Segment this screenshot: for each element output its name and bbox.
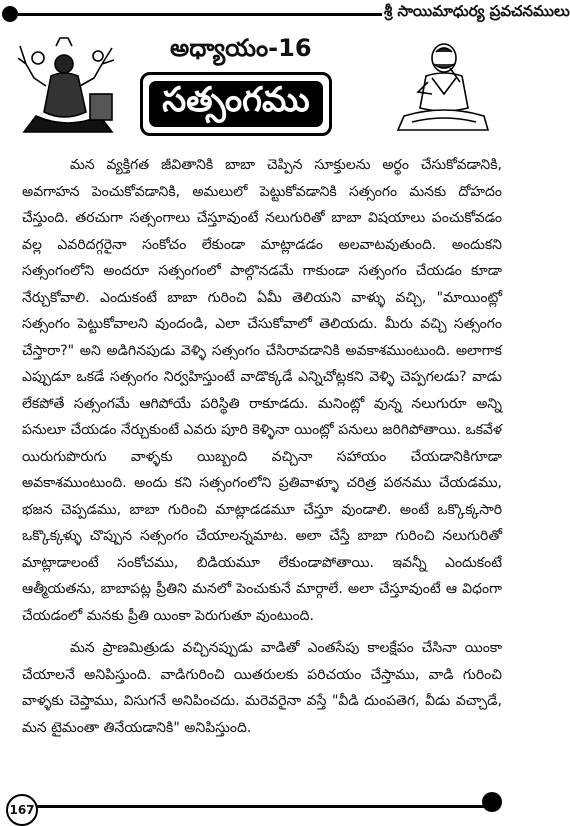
chapter-number: అధ్యాయం-16 xyxy=(170,34,312,62)
page-number: 167 xyxy=(6,794,38,826)
article-body xyxy=(22,152,502,747)
paragraph: మన వ్యక్తిగత జీవితానికి బాబా చెప్పిన సూక్తులను అర్థం చేసుకోవడానికి, అవగాహన పెంచుకోవడానికి, అమలులో పెట్టుకోవడానికి సత్సంగం మనకు దోహదం చేస్తుంది. తరచుగా సత్సంగాలు చేస్తూవుంటే నలుగురితో బాబా విషయాలు పంచుకోవడం వల్ల ఎవరిదగ్గరైనా సంకోచం లేకుండా మాట్లాడడం అలవాటవుతుంది. అందుకని సత్సంగంలోని అందరూ సత్సంగంలో పాల్గొనడమే గాకుండా సత్సంగం చేయడం కూడా నేర్చుకోవాలి. ఎందుకంటే బాబా గురించి ఏమీ తెలియని వాళ్ళు వచ్చి, "మాయింట్లో సత్సంగం పెట్టుకోవాలని వుందండి, ఎలా చేసుకోవాలో తెలియదు. మీరు వచ్చి సత్సంగం చేస్తారా?" అని అడిగినపుడు వెళ్ళి సత్సంగం చేసిరావడానికి అవకాశముంటుంది. అలాగాక ఎప్పుడూ ఒకడే సత్సంగం నిర్వహిస్తుంటే వాడొక్కడే ఎన్నిచోట్లకని వెళ్ళి చెప్పగలడు? వాడు లేకపోతే సత్సంగమే ఆగిపోయే పరిస్థితి రాకూడదు. మనింట్లో వున్న నలుగురూ అన్ని పనులూ చేయడం నేర్చుకుంటే ఎవరు పూరి కెళ్ళినా యింట్లో పనులు జరిగిపోతాయి. ఒకవేళ యిరుగుపొరుగు వాళ్ళకు యిబ్బంది వచ్చినా సహాయం చేయడానికిగూడా అవకాశముంటుంది. అందు కని సత్సంగంలోని ప్రతివాళ్ళూ చరిత్ర పఠనము చేయడము, భజన చెప్పడము, బాబా గురించి మాట్లాడడమూ చేస్తూ వుండాలి. అంటే ఒక్కొక్కసారి ఒక్కొక్కళ్ళు చొప్పున సత్సంగం చేయాలన్నమాట. అలా చేస్తే బాబా గురించి నలుగురితో మాట్లాడాలంటే సంకోచము, బిడియమూ లేకుండాపోతాయి. ఇవన్నీ ఎందుకంటే ఆత్మీయతను, బాబాపట్ల ప్రీతిని మనలో పెంచుకునే మార్గాలే. అలా చేస్తూవుంటే ఆ విధంగా చేయడంలో మనకు ప్రీతి యింకా పెరుగుతూ వుంటుంది. xyxy=(22,157,502,624)
speaker-seated-illustration xyxy=(388,38,498,138)
chapter-title-box xyxy=(140,72,332,136)
book-title: శ్రీ సాయిమాధుర్య ప్రవచనములు xyxy=(384,2,570,20)
sai-baba-seated-illustration xyxy=(16,34,124,138)
footer-line xyxy=(12,805,487,808)
paragraph: మన ప్రాణమిత్రుడు వచ్చినప్పుడు వాడితో ఎంతసేపు కాలక్షేపం చేసినా యింకా చేయాలనే అనిపిస్తుంది. వాడిగురించి యితరులకు పరిచయం చేస్తాము, వాడి గురించి వాళ్ళకు చెప్తాము, విసుగనే అనిపించదు. మరెవరైనా వస్తే "వీడి దుంపతెగ, వీడు వచ్చాడే, మన టైమంతా తినేయడానికి" అనిపిస్తుంది. xyxy=(22,640,502,736)
chapter-title: సత్సంగము xyxy=(149,81,323,127)
footer-dot xyxy=(482,792,502,812)
header-line xyxy=(12,13,382,16)
